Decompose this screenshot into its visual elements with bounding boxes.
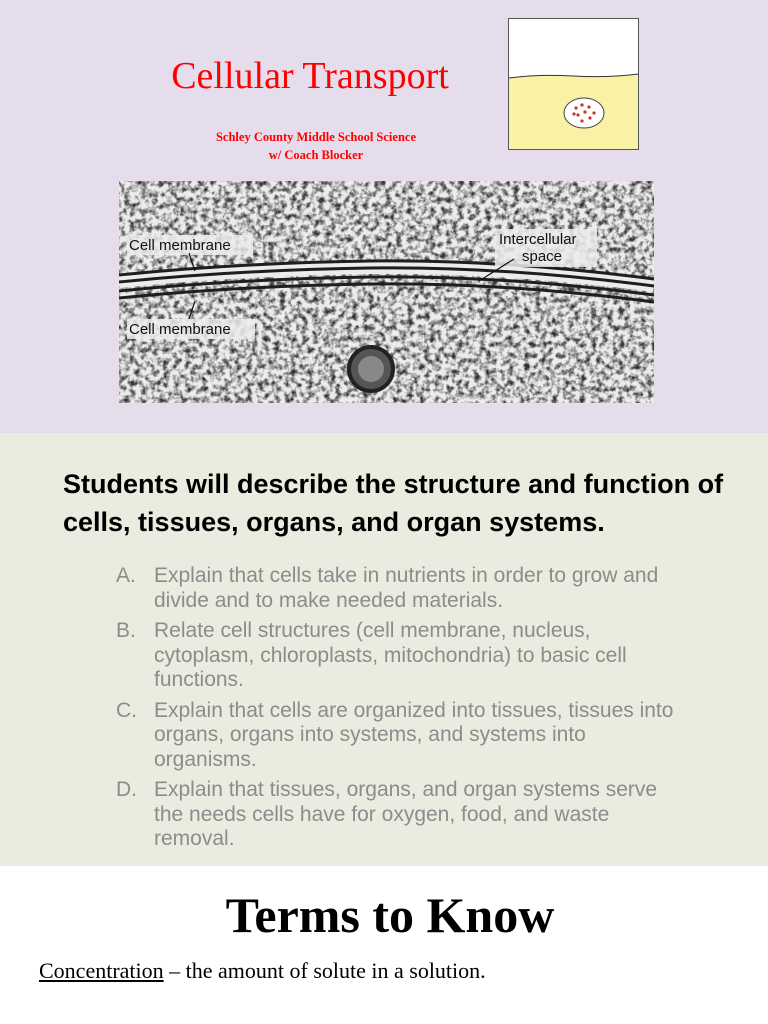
micrograph-label-space: space	[522, 248, 563, 265]
cell-membrane-micrograph	[119, 181, 654, 403]
objective-text: Explain that cells take in nutrients in order to grow and divide and to make needed materials.	[154, 564, 659, 612]
slide-title: Cellular Transport	[171, 55, 449, 97]
objective-text: Explain that cells are organized into tissues, tissues into organs, organs into systems, and systems into organisms.	[154, 698, 674, 771]
term-meaning: – the amount of solute in a solution.	[163, 958, 486, 983]
title-slide	[0, 0, 768, 433]
micrograph-label-cell-membrane-top: Cell membrane	[129, 237, 231, 254]
terms-slide	[0, 866, 768, 1024]
term-name: Concentration	[39, 958, 164, 983]
objective-letter: D.	[116, 778, 137, 801]
objective-letter: B.	[116, 619, 136, 642]
micrograph-label-cell-membrane-bottom: Cell membrane	[129, 321, 231, 338]
subtitle-teacher: w/ Coach Blocker	[268, 148, 364, 162]
objective-text: Relate cell structures (cell membrane, nucleus, cytoplasm, chloroplasts, mitochondria) to basic cell functions.	[154, 619, 627, 691]
subtitle-school: Schley County Middle School Science	[215, 130, 416, 144]
slide-subtitle	[150, 128, 482, 164]
objective-item	[116, 778, 676, 852]
cell-in-solution-illustration	[508, 18, 639, 150]
term-definition	[39, 958, 739, 984]
standards-slide	[0, 433, 768, 866]
terms-title: Terms to Know	[225, 887, 555, 943]
objective-letter: A.	[116, 564, 136, 587]
objective-letter: C.	[116, 698, 137, 722]
objective-item	[116, 699, 676, 773]
standard-statement: Students will describe the structure and function of cells, tissues, organs, and organ systems.	[63, 469, 724, 537]
objective-item	[116, 564, 676, 613]
micrograph-label-intercellular: Intercellular	[499, 231, 577, 248]
objectives-list	[116, 564, 676, 858]
objective-item	[116, 619, 676, 693]
objective-text: Explain that tissues, organs, and organ systems serve the needs cells have for oxygen, food, and waste removal.	[154, 778, 658, 850]
